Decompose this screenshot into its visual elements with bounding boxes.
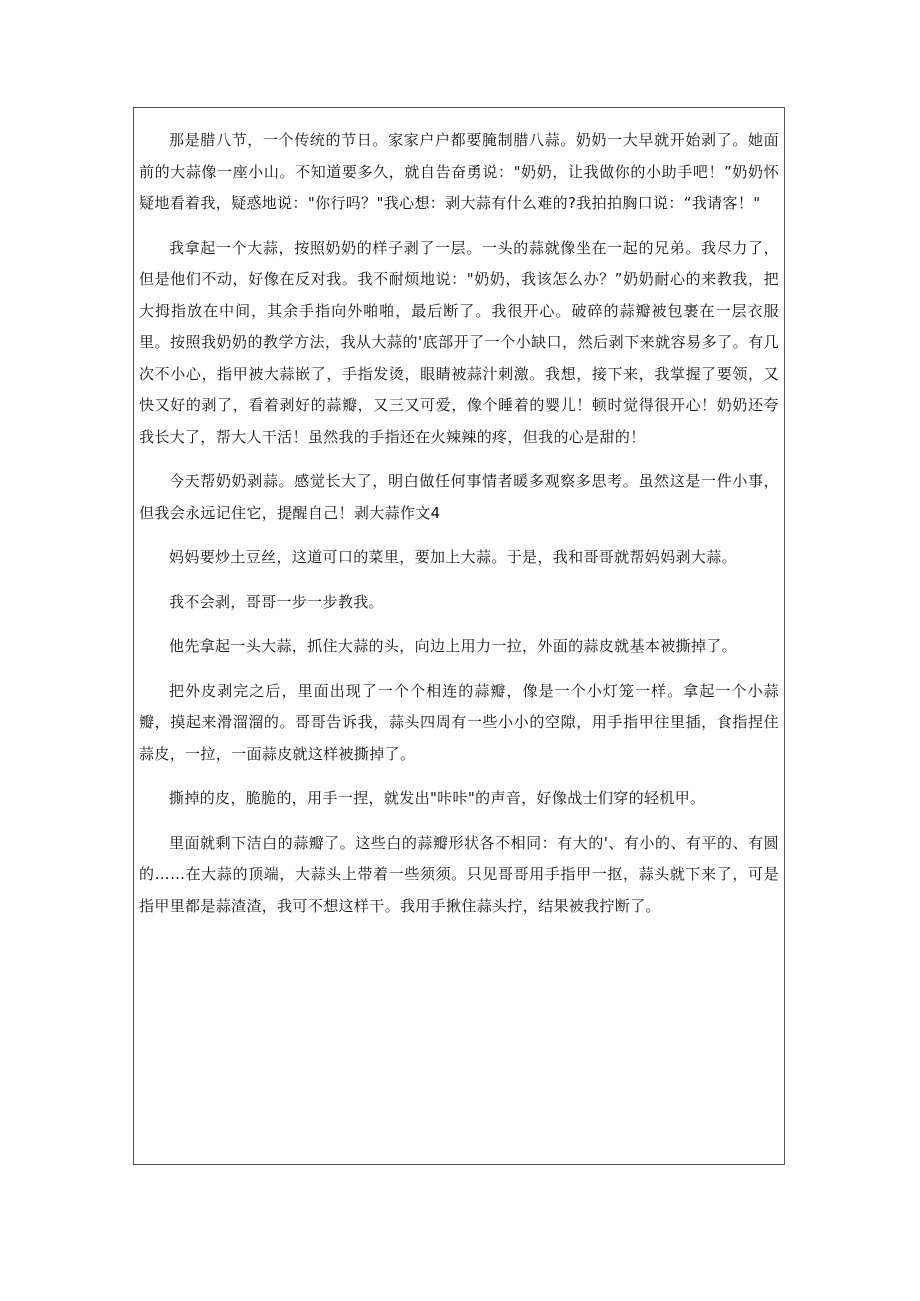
paragraph-9: 里面就剩下洁白的蒜瓣了。这些白的蒜瓣形状各不相同：有大的'、有小的、有平的、有圆的……在大蒜的顶端，大蒜头上带着一些须须。只见哥哥用手指甲一抠，蒜头就下来了，可是指甲里都是蒜渣渣，我可不想这样干。我用手揪住蒜头拧，结果被我拧断了。	[139, 833, 779, 915]
paragraph-7: 把外皮剥完之后，里面出现了一个个相连的蒜瓣，像是一个小灯笼一样。拿起一个小蒜瓣，摸起来滑溜溜的。哥哥告诉我，蒜头四周有一些小小的空隙，用手指甲往里插，食指捏住蒜皮，一拉，一面蒜皮就这样被撕掉了。	[139, 681, 779, 763]
paragraph-2: 我拿起一个大蒜，按照奶奶的样子剥了一层。一头的蒜就像坐在一起的兄弟。我尽力了，但是他们不动，好像在反对我。我不耐烦地说："奶奶，我该怎么办？”奶奶耐心的来教我，把大拇指放在中间，其余手指向外啪啪，最后断了。我很开心。破碎的蒜瓣被包裹在一层衣服里。按照我奶奶的教学方法，我从大蒜的'底部开了一个小缺口，然后剥下来就容易多了。有几次不小心，指甲被大蒜嵌了，手指发烫，眼睛被蒜汁刺激。我想，接下来，我掌握了要领，又快又好的剥了，看着剥好的蒜瓣，又三又可爱，像个睡着的婴儿！顿时觉得很开心！奶奶还夸我长大了，帮大人干活！虽然我的手指还在火辣辣的疼，但我的心是甜的！	[139, 238, 779, 446]
paragraph-6: 他先拿起一头大蒜，抓住大蒜的头，向边上用力一拉，外面的蒜皮就基本被撕掉了。	[169, 637, 737, 655]
paragraph-8: 撕掉的皮，脆脆的，用手一捏，就发出"咔咔"的声音，好像战士们穿的轻机甲。	[169, 789, 706, 807]
paragraph-5: 我不会剥，哥哥一步一步教我。	[169, 592, 384, 611]
article-body	[139, 125, 779, 935]
page-frame	[133, 107, 785, 1165]
paragraph-3: 今天帮奶奶剥蒜。感觉长大了，明白做任何事情者暖多观察多思考。虽然这是一件小事，但我会永远记住它，提醒自己！剥大蒜作文4	[139, 472, 779, 522]
paragraph-1: 那是腊八节，一个传统的节日。家家户户都要腌制腊八蒜。奶奶一大早就开始剥了。她面前的大蒜像一座小山。不知道要多久，就自告奋勇说："奶奶，让我做你的小助手吧！”奶奶怀疑地看着我，疑惑地说："你行吗？"我心想：剥大蒜有什么难的?我拍拍胸口说：“我请客！"	[139, 131, 779, 212]
paragraph-4: 妈妈要炒土豆丝，这道可口的菜里，要加上大蒜。于是，我和哥哥就帮妈妈剥大蒜。	[169, 548, 737, 566]
